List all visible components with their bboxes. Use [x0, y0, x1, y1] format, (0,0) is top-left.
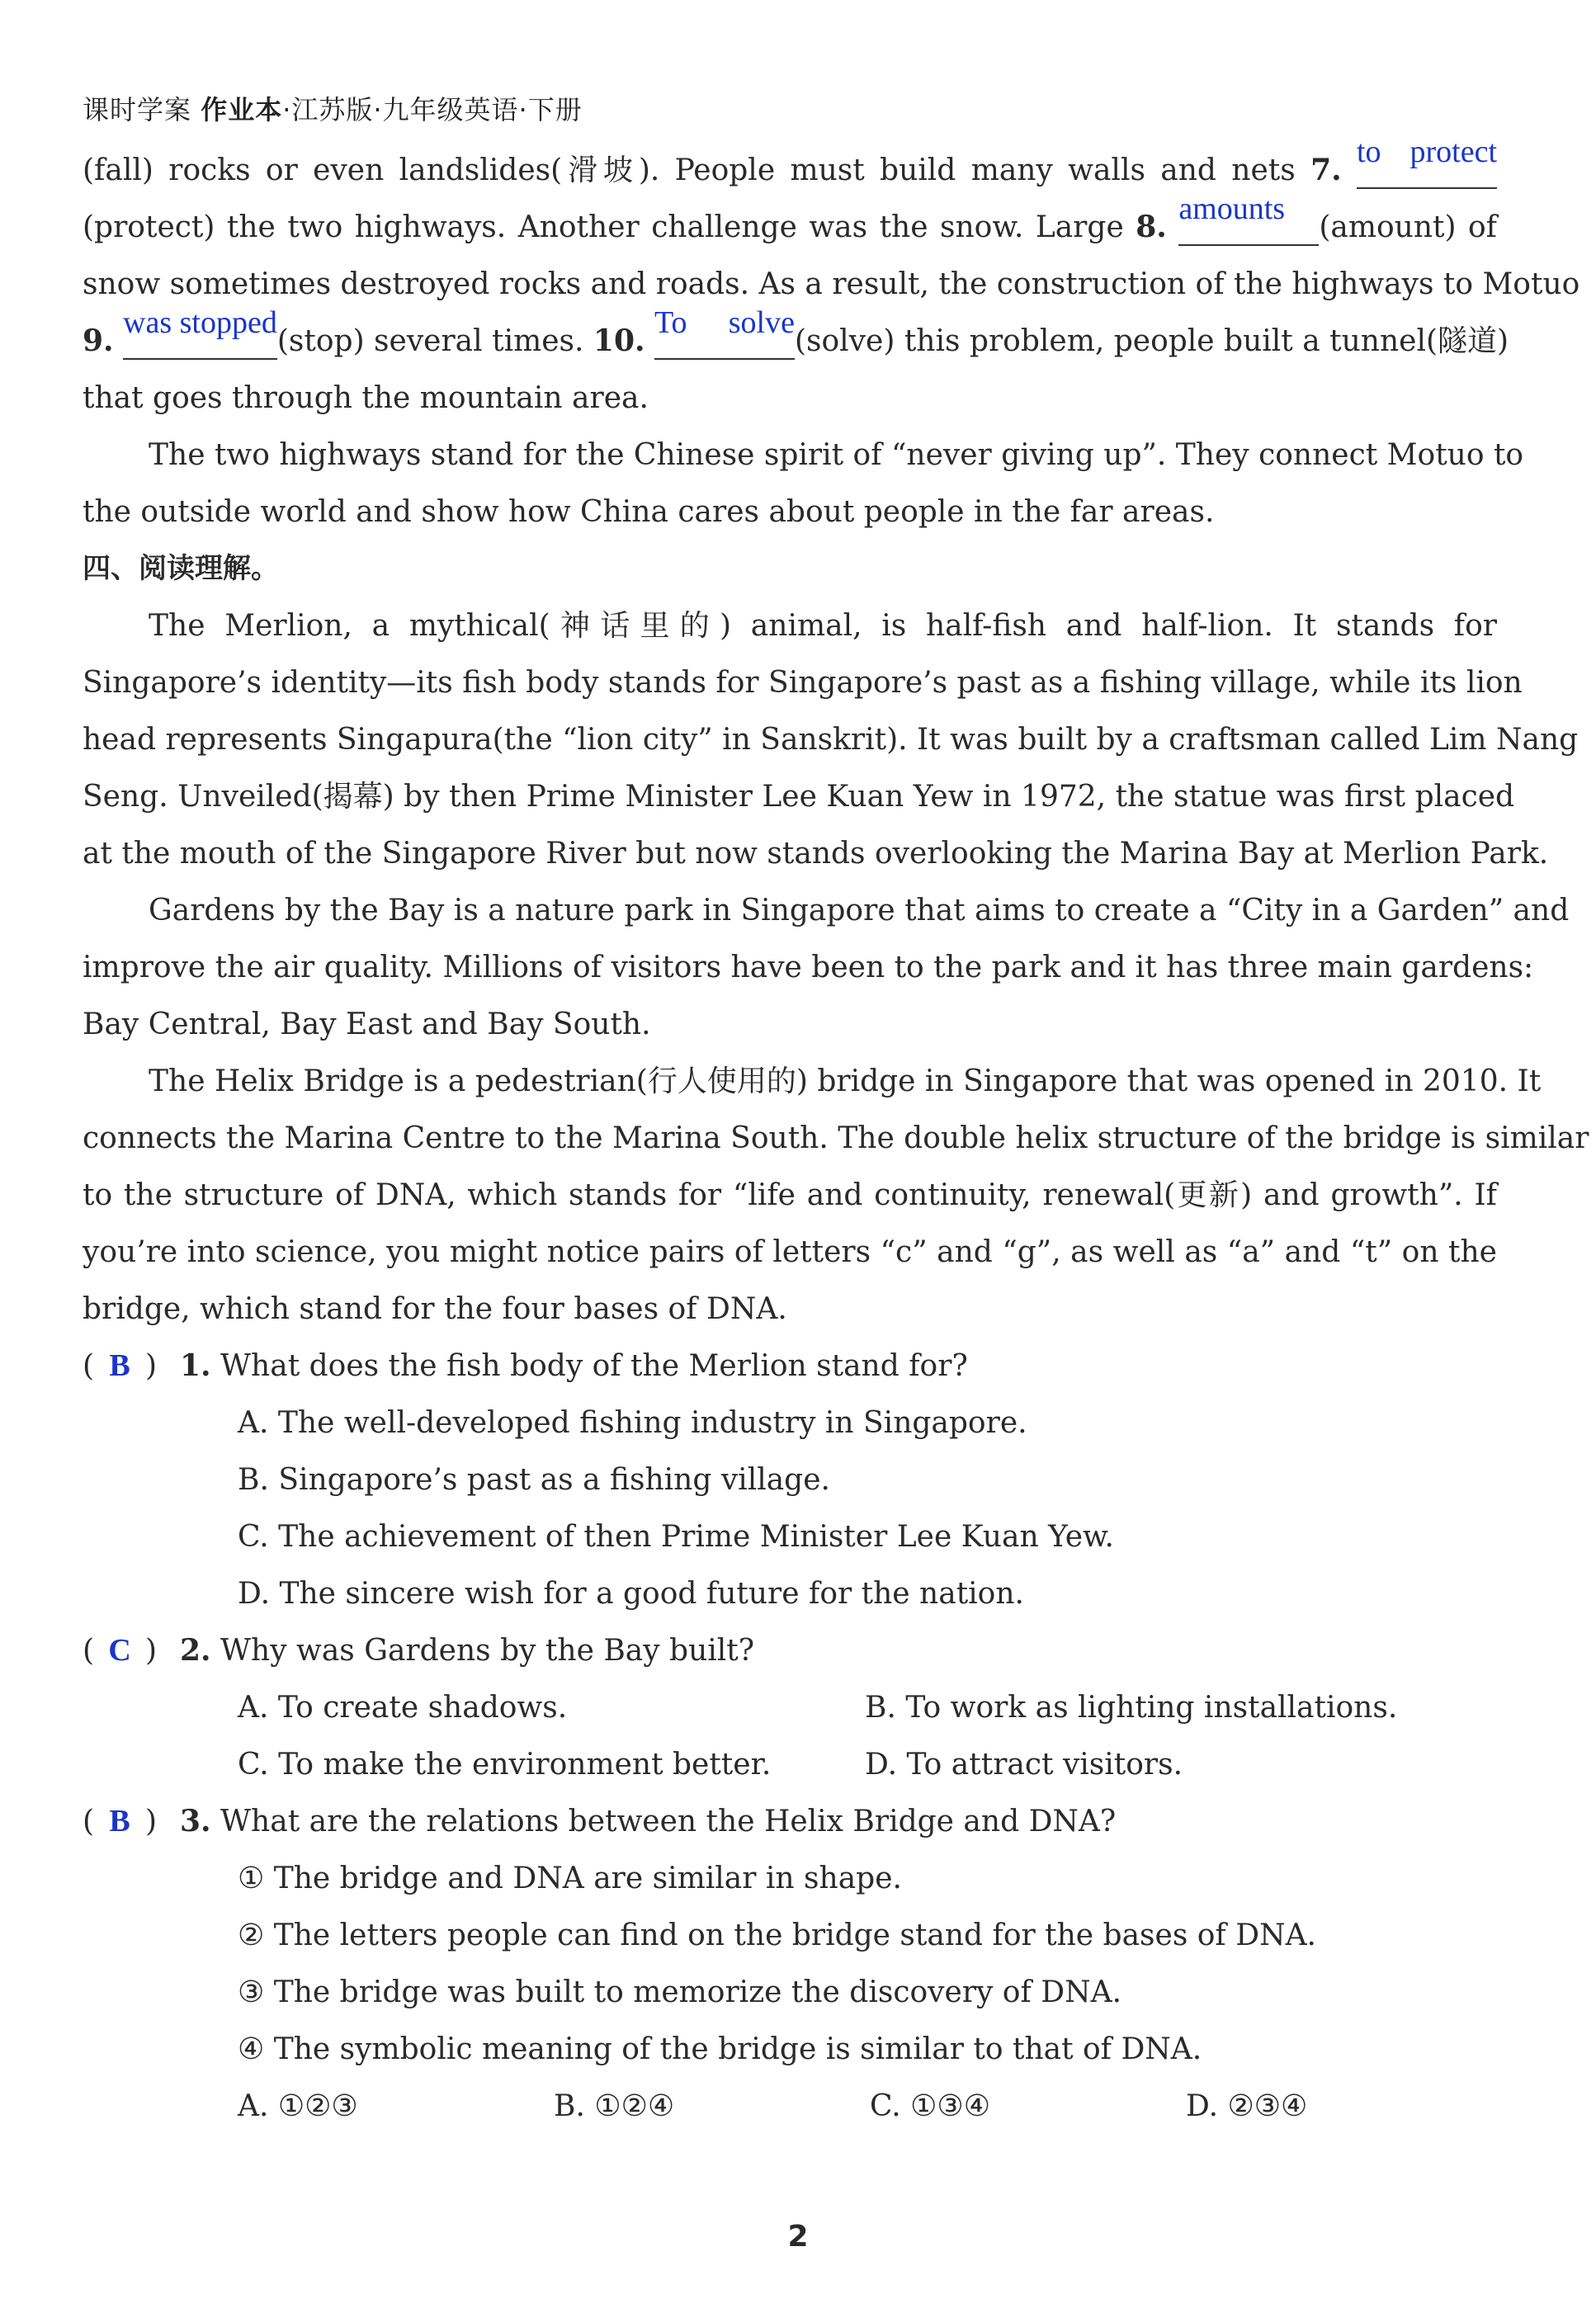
header-subtitle: ·江苏版·九年级英语·下册	[282, 94, 583, 125]
passage-text: (protect) the two highways. Another challenge was the snow. Large	[83, 210, 1136, 244]
blank-number-8: 8.	[1136, 210, 1167, 244]
reading-line: bridge, which stand for the four bases of DNA.	[83, 1292, 787, 1326]
reading-line: improve the air quality. Millions of visitors have been to the park and it has three main gardens:	[83, 951, 1534, 984]
passage-line: The two highways stand for the Chinese spirit of “never giving up”. They connect Motuo to	[149, 438, 1524, 472]
statement-3: ③ The bridge was built to memorize the discovery of DNA.	[238, 1975, 1122, 2009]
answer-bracket[interactable]: ( C )	[83, 1622, 180, 1679]
option-a: A. To create shadows.	[238, 1691, 568, 1725]
reading-line: at the mouth of the Singapore River but now stands overlooking the Marina Bay at Merlion Park.	[83, 837, 1549, 871]
answer-9: was stopped	[123, 305, 277, 340]
statement-2: ② The letters people can find on the bridge stand for the bases of DNA.	[238, 1919, 1317, 1952]
question-text: What are the relations between the Helix Bridge and DNA?	[220, 1805, 1117, 1838]
passage-line	[83, 191, 1497, 256]
reading-line: Seng. Unveiled(揭幕) by then Prime Minister Lee Kuan Yew in 1972, the statue was first placed	[83, 780, 1515, 814]
blank-number-7: 7.	[1310, 153, 1342, 187]
answer-8: amounts	[1178, 191, 1286, 226]
header-title: 作业本	[201, 94, 283, 125]
blank-7[interactable]	[1357, 135, 1497, 189]
page-number: 2	[787, 2220, 809, 2254]
reading-line: Gardens by the Bay is a nature park in Singapore that aims to create a “City in a Garden” and	[149, 894, 1570, 927]
reading-line: head represents Singapura(the “lion city” in Sanskrit). It was built by a craftsman called Lim Nang	[83, 723, 1579, 757]
reading-line: The Merlion, a mythical(神话里的) animal, is half-fish and half-lion. It stands for	[149, 609, 1497, 643]
question-number: 3.	[180, 1804, 211, 1838]
option-a: A. ①②③	[238, 2089, 358, 2123]
option-c: C. To make the environment better.	[238, 1748, 772, 1782]
blank-number-9: 9.	[83, 323, 114, 358]
option-row	[83, 2078, 1497, 2135]
page-header	[83, 89, 583, 127]
question-text: What does the fish body of the Merlion stand for?	[220, 1349, 968, 1383]
blank-number-10: 10.	[593, 323, 645, 358]
question-3	[83, 1793, 1497, 1850]
passage-text: (amount) of	[1319, 210, 1497, 244]
statement-1: ① The bridge and DNA are similar in shape.	[238, 1862, 902, 1895]
option-c: C. ①③④	[870, 2089, 990, 2123]
reading-line: Bay Central, Bay East and Bay South.	[83, 1008, 651, 1041]
reading-line: connects the Marina Centre to the Marina South. The double helix structure of the bridge is similar	[83, 1121, 1589, 1155]
option-b: B. To work as lighting installations.	[865, 1691, 1398, 1725]
option-b: B. Singapore’s past as a fishing village.	[238, 1463, 830, 1497]
question-number: 1.	[180, 1348, 211, 1383]
passage-line	[83, 135, 1497, 199]
option-d: D. To attract visitors.	[865, 1748, 1183, 1782]
blank-8[interactable]	[1178, 191, 1319, 246]
statement-4: ④ The symbolic meaning of the bridge is similar to that of DNA.	[238, 2032, 1202, 2066]
blank-9[interactable]	[123, 305, 277, 360]
reading-line: Singapore’s identity—its fish body stands for Singapore’s past as a fishing village, while its lion	[83, 666, 1523, 700]
passage-line	[83, 305, 1509, 370]
option-d: D. The sincere wish for a good future for the nation.	[238, 1577, 1024, 1611]
answer-10: To solve	[654, 305, 795, 340]
passage-text: (solve) this problem, people built a tunnel(隧道)	[794, 324, 1509, 358]
passage-line: snow sometimes destroyed rocks and roads. As a result, the construction of the highways to Motuo	[83, 267, 1580, 301]
question-text: Why was Gardens by the Bay built?	[220, 1634, 755, 1668]
question-1	[83, 1338, 1497, 1395]
option-a: A. The well-developed fishing industry in Singapore.	[238, 1406, 1027, 1440]
answer-bracket[interactable]: ( B )	[83, 1793, 180, 1850]
option-row	[83, 1679, 1497, 1736]
option-c: C. The achievement of then Prime Minister Lee Kuan Yew.	[238, 1520, 1114, 1554]
passage-line: that goes through the mountain area.	[83, 381, 649, 415]
passage-text: (stop) several times.	[276, 324, 593, 358]
question-number: 2.	[180, 1633, 211, 1668]
question-2	[83, 1622, 1497, 1679]
header-book-name: 课时学案	[83, 94, 192, 125]
reading-line: to the structure of DNA, which stands for “life and continuity, renewal(更新) and growth”. If	[83, 1178, 1497, 1212]
option-b: B. ①②④	[554, 2089, 675, 2123]
passage-line: the outside world and show how China cares about people in the far areas.	[83, 495, 1215, 529]
answer-bracket[interactable]: ( B )	[83, 1338, 180, 1395]
passage-text: (fall) rocks or even landslides(滑坡). People must build many walls and nets	[83, 153, 1311, 187]
answer-7: to protect	[1357, 135, 1497, 169]
blank-10[interactable]	[654, 305, 795, 360]
content-body	[83, 135, 1589, 2135]
answer-q2: C	[108, 1633, 131, 1668]
section-heading: 四、阅读理解。	[83, 552, 279, 585]
option-row	[83, 1736, 1497, 1793]
reading-line: you’re into science, you might notice pairs of letters “c” and “g”, as well as “a” and “t” on the	[83, 1235, 1497, 1269]
answer-q1: B	[109, 1348, 130, 1383]
option-d: D. ②③④	[1186, 2089, 1308, 2123]
answer-q3: B	[109, 1804, 130, 1838]
reading-line: The Helix Bridge is a pedestrian(行人使用的) bridge in Singapore that was opened in 2010. It	[149, 1064, 1542, 1098]
